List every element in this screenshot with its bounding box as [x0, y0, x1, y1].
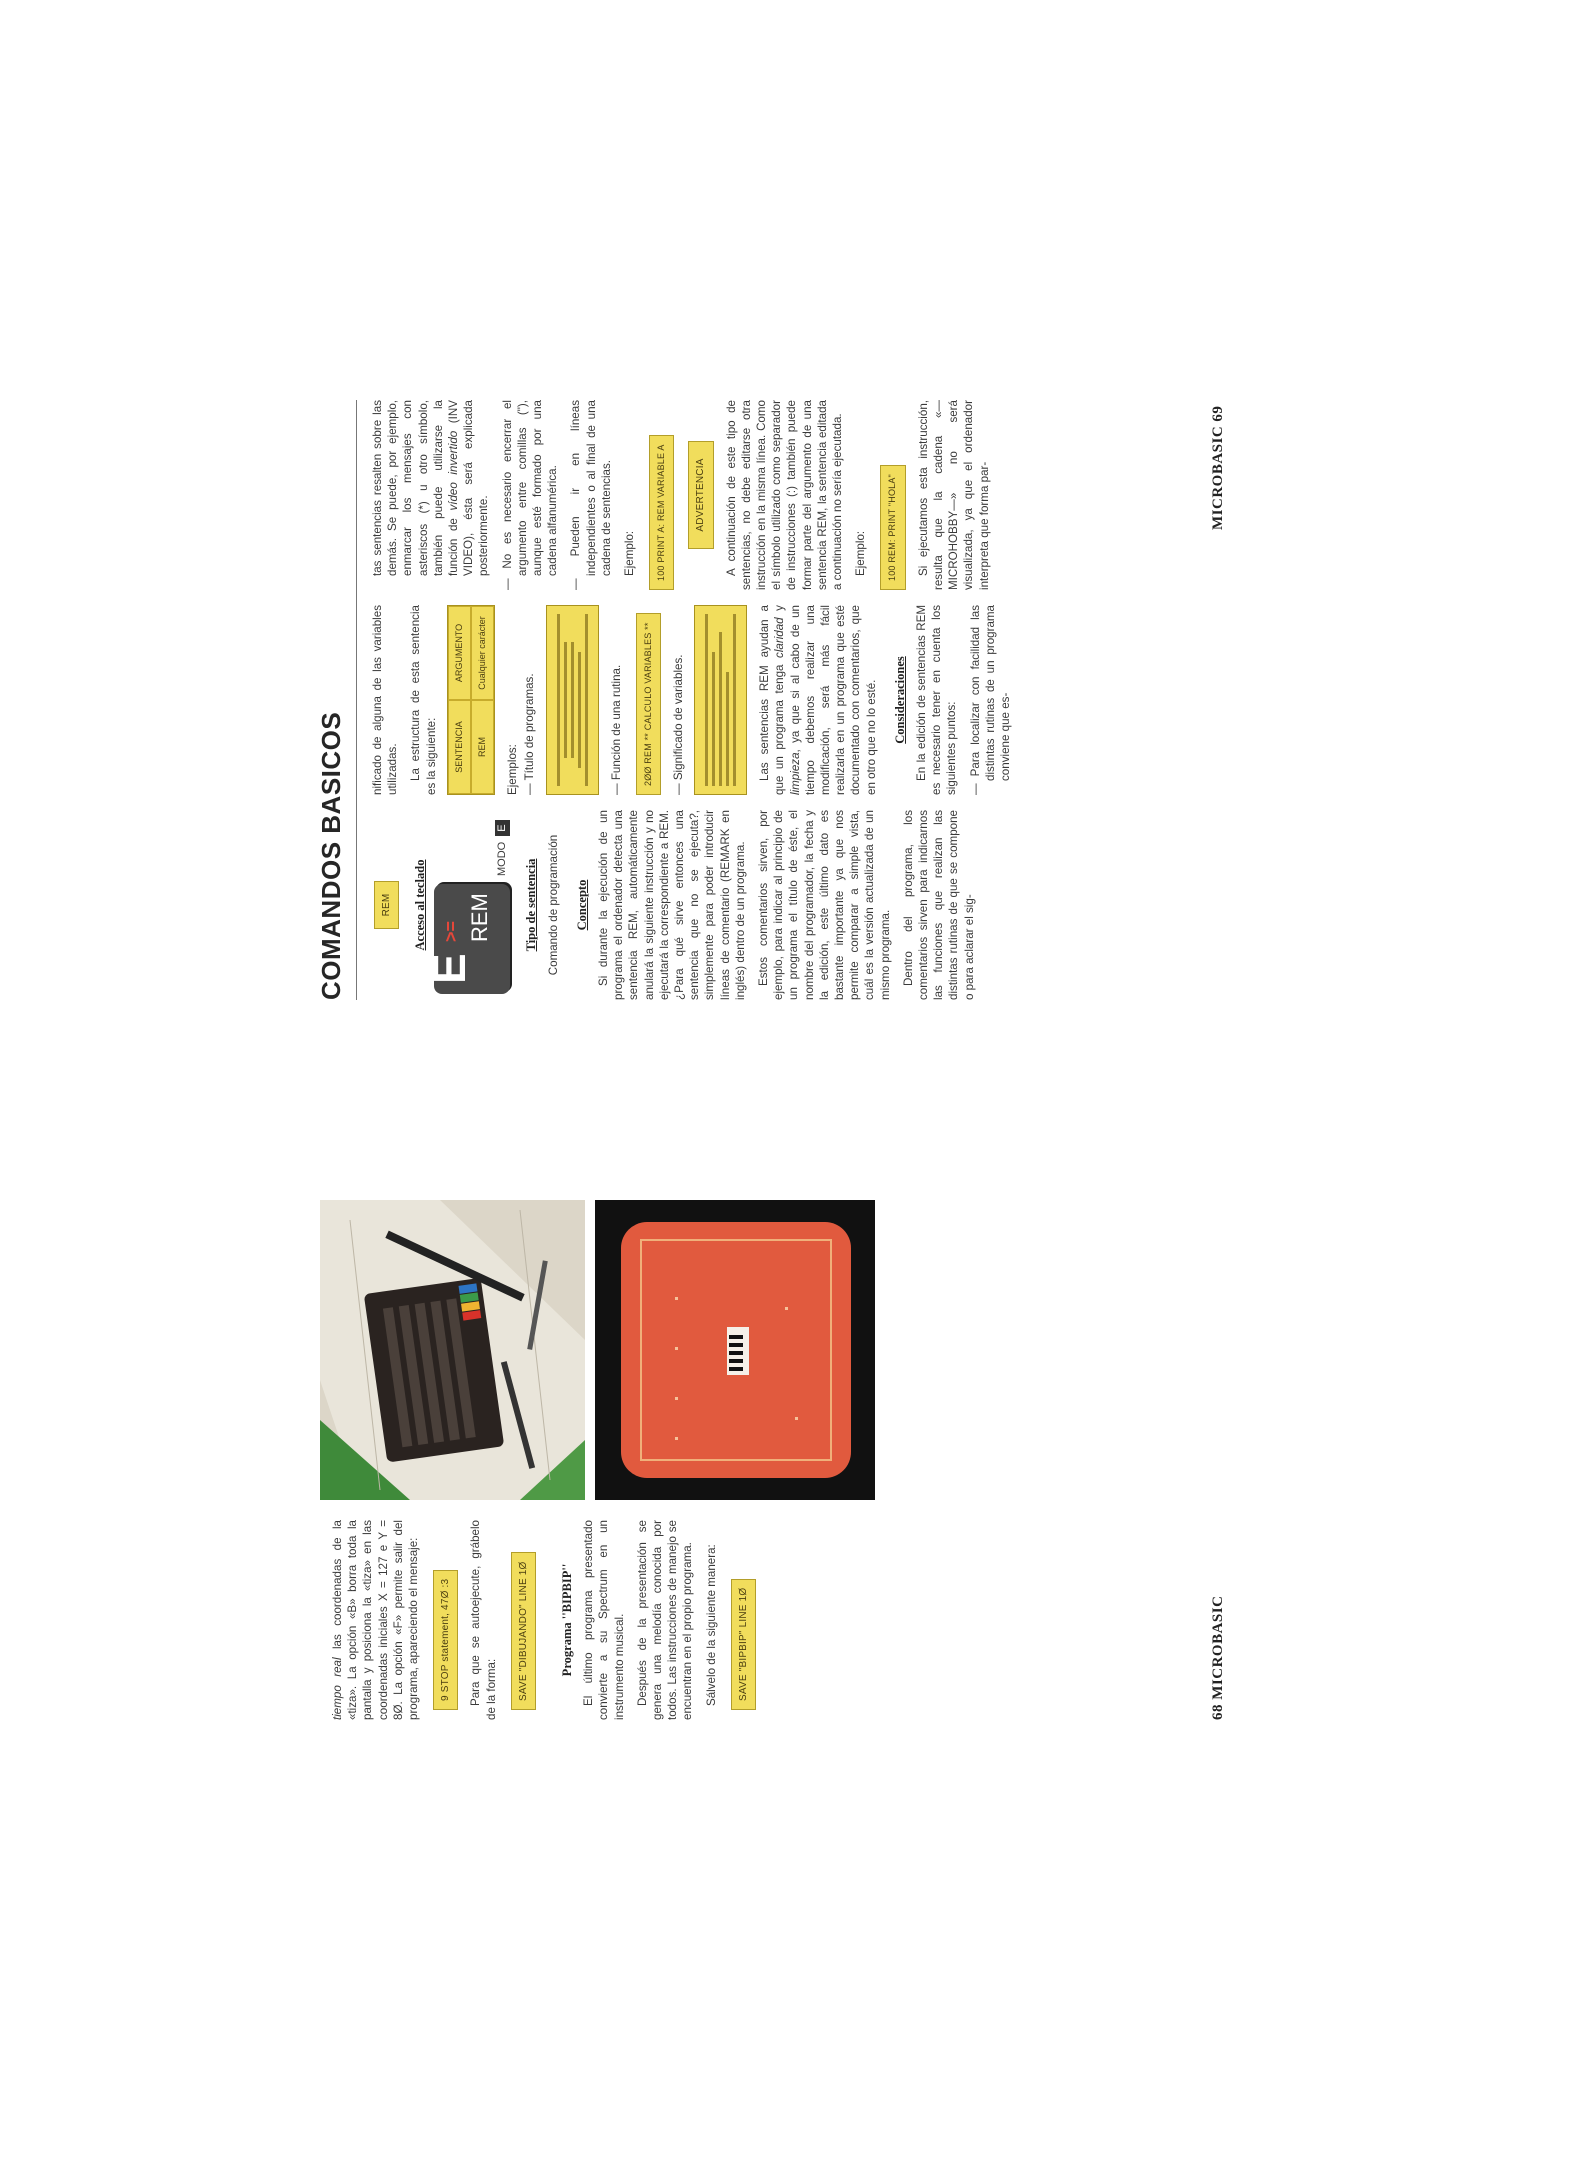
- colc-p3: Si ejecutamos esta instrucción, resulta que la cadena «—MICROHOBBY—» no será visualizada, ya que el ordenador interpreta que forma par-: [916, 400, 991, 590]
- colb-p4: En la edición de sentencias REM es necesario tener en cuenta los siguientes puntos:: [915, 605, 959, 795]
- example-routine-dash: — Función de una rutina.: [609, 664, 623, 795]
- rem-label-box: REM: [374, 881, 399, 929]
- colb-p3: Las sentencias REM ayudan a que un programa tenga claridad y limpieza, ya que si al cabo de un tiempo debemos realizar una modificación, será más fácil realizarla en un programa que esté documentado con comentarios, que en otro que no lo esté.: [758, 605, 878, 795]
- table-cell-rem: REM: [471, 700, 494, 794]
- concepto-p1: Si durante la ejecución de un programa el ordenador detecta una sentencia REM, automáticamente anulará la siguiente instrucción y no ejecutará la correspondiente a REM. ¿Para qué sirve entonces una sentencia que no se ejecuta?, simplemente para poder introducir líneas de comentario (REMARK en inglés) dentro de un programa.: [597, 810, 747, 1000]
- advertencia-label: ADVERTENCIA: [688, 441, 713, 549]
- concepto-heading: Concepto: [574, 879, 589, 931]
- table-cell-any-char: Cualquier carácter: [471, 606, 494, 700]
- left-p1: las coordenadas de la «tiza». La opción «B» borra toda la pantalla y posiciona la «tiza» en las coordenadas iniciales X = 127 e Y = 8Ø. La opción «F» permite salir del programa, apareciendo el mensaje:: [331, 1520, 421, 1720]
- colc-ejemplo2: Ejemplo:: [854, 530, 868, 576]
- example-vars-dash: — Significado de variables.: [672, 654, 686, 795]
- left-p2: Para que se autoejecute, grábelo de la forma:: [469, 1520, 498, 1720]
- rem-key-graphic: [423, 810, 510, 994]
- consideraciones-heading: Consideraciones: [892, 656, 907, 744]
- colb-p2: La estructura de esta sentencia es la siguiente:: [409, 605, 438, 795]
- right-page-footer: MICROBASIC 69: [1210, 405, 1226, 530]
- left-page-footer: 68 MICROBASIC: [1210, 1595, 1226, 1720]
- title-rule: [356, 400, 357, 1000]
- rem-structure-table: [447, 605, 495, 795]
- left-p5: Sálvelo de la siguiente manera:: [704, 1544, 718, 1706]
- magazine-spread: [310, 380, 1250, 1740]
- key-operator: >=: [441, 920, 462, 942]
- table-header-sentencia: SENTENCIA: [448, 700, 471, 794]
- example-title-dash: — Título de programas.: [523, 673, 537, 795]
- colc-d1: — No es necesario encerrar el argumento entre comillas ("), aunque esté formado por una cadena alfanumérica.: [500, 400, 560, 590]
- section-title: COMANDOS BASICOS: [316, 711, 346, 1000]
- tv-screen-photo: [595, 1200, 875, 1500]
- title-listing-box: [546, 605, 599, 795]
- variables-listing-box: [694, 605, 747, 795]
- tipo-heading: Tipo de sentencia: [524, 858, 539, 952]
- tipo-value: Comando de programación: [546, 834, 560, 976]
- right-column-a: [370, 810, 985, 1000]
- stop-statement-box: 9 STOP statement, 47Ø :3: [433, 1570, 458, 1710]
- colc-d2: — Pueden ir en líneas independientes o al final de una cadena de sentencias.: [569, 400, 613, 590]
- colb-p1: nificado de alguna de las variables utilizadas.: [371, 605, 400, 795]
- save-dibujando-box: SAVE "DIBUJANDO" LINE 1Ø: [511, 1552, 536, 1710]
- left-p3: El último programa presentado convierte a su Spectrum en un instrumento musical.: [582, 1520, 626, 1720]
- tv-bipbip-illustration: [595, 1200, 875, 1500]
- bipbip-heading: Programa ''BIPBIP'': [560, 1563, 575, 1677]
- left-p4: Después de la presentación se genera una melodía conocida por todos. Las instrucciones de manejo se encuentran en el propio programa.: [635, 1520, 695, 1720]
- concepto-p2: Estos comentarios sirven, por ejemplo, para indicar al principio de un programa el título de éste, el nombre del programador, la fecha y la edición, este último dato es bastante importante ya que nos permite comparar a simple vista, cuál es la versión actualizada de un mismo programa.: [757, 810, 892, 1000]
- spectrum-desk-illustration: [320, 1200, 585, 1500]
- key-mode-letter: E: [423, 953, 476, 984]
- spectrum-desk-photo: [320, 1200, 585, 1500]
- right-column-b: [370, 605, 1021, 795]
- rem-inline-example-box: 100 PRINT A: REM VARIABLE A: [649, 435, 674, 590]
- colb-d4: — Para localizar con facilidad las distintas rutinas de un programa conviene que es-: [968, 605, 1013, 795]
- modo-label: MODO: [496, 841, 509, 876]
- table-header-argumento: ARGUMENTO: [448, 606, 471, 700]
- right-column-c: [370, 400, 1000, 590]
- rem-print-example-box: 100 REM: PRINT "HOLA": [880, 465, 905, 590]
- key-keyword: REM: [467, 893, 493, 942]
- save-bipbip-box: SAVE "BIPBIP" LINE 1Ø: [731, 1579, 756, 1710]
- modo-key: E: [495, 820, 510, 835]
- left-text-column: [330, 1520, 766, 1720]
- colc-ejemplo: Ejemplo:: [623, 530, 637, 576]
- keyboard-access-heading: Acceso al teclado: [413, 859, 428, 951]
- routine-listing-box: 2ØØ REM ** CALCULO VARIABLES **: [636, 613, 661, 795]
- concepto-p3: Dentro del programa, los comentarios sirven para indicarnos las funciones que realizan las distintas rutinas de que se compone o para aclarar el sig-: [901, 810, 976, 1000]
- ejemplos-label: Ejemplos:: [506, 744, 520, 795]
- colc-p1: tas sentencias resalten sobre las demás. Se puede, por ejemplo, enmarcar los mensajes con asteriscos (*) u otro símbolo, también puede utilizarse la función de vídeo invertido (INV VIDEO), ésta será explicada posteriormente.: [371, 400, 491, 576]
- left-p1-italic: tiempo real: [331, 1657, 344, 1720]
- colc-p2: A continuación de este tipo de sentencias, no debe editarse otra instrucción en la misma línea. Como el símbolo utilizado como separador de instrucciones (:) también puede formar parte del argumento de una sentencia REM, la sentencia editada a continuación no sería ejecutada.: [724, 400, 845, 590]
- rem-key-icon: [423, 884, 510, 994]
